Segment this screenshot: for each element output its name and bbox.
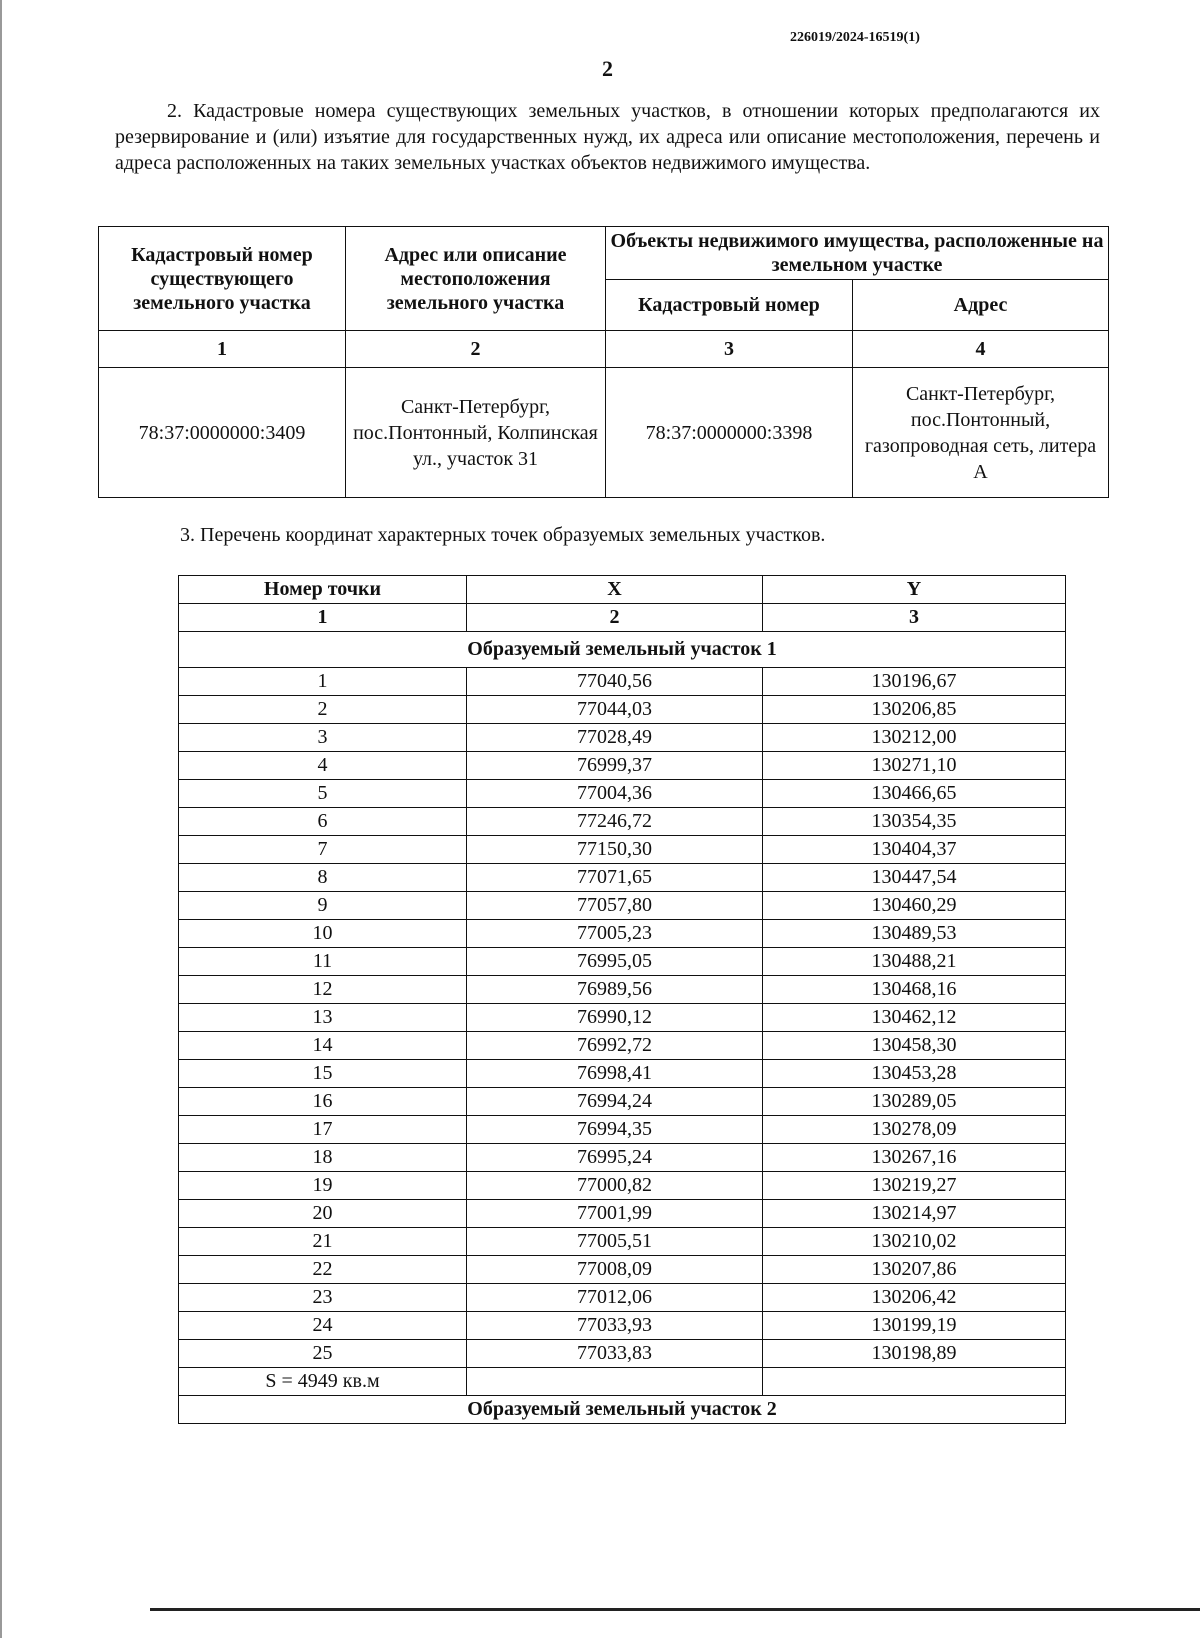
- page-number: 2: [602, 56, 613, 81]
- header-point-number: Номер точки: [179, 576, 467, 604]
- cell-x-value: 76992,72: [467, 1032, 763, 1060]
- cell-x-value: 76989,56: [467, 976, 763, 1004]
- cell-y-value: 130219,27: [763, 1172, 1066, 1200]
- table-row: [179, 696, 1066, 724]
- cell-y-value: 130210,02: [763, 1228, 1066, 1256]
- cell-x-value: 77033,93: [467, 1312, 763, 1340]
- table-row: [179, 1200, 1066, 1228]
- header-address: Адрес или описание местоположения земельного участка: [346, 227, 606, 331]
- cell-y-value: 130278,09: [763, 1116, 1066, 1144]
- cell-point-number: 6: [179, 808, 467, 836]
- table-row: [179, 724, 1066, 752]
- cell-point-number: 2: [179, 696, 467, 724]
- cell-point-number: 25: [179, 1340, 467, 1368]
- table-row: [179, 1116, 1066, 1144]
- cell-x-value: 77028,49: [467, 724, 763, 752]
- cell-point-number: 7: [179, 836, 467, 864]
- cell-y-value: 130458,30: [763, 1032, 1066, 1060]
- document-number: 226019/2024-16519(1): [790, 30, 920, 45]
- table-row: [179, 780, 1066, 808]
- cell-obj-address: Санкт-Петербург, пос.Понтонный, газопроводная сеть, литера А: [853, 368, 1109, 498]
- cell-y-value: 130462,12: [763, 1004, 1066, 1032]
- cell-y-value: 130212,00: [763, 724, 1066, 752]
- cell-cadastral: 78:37:0000000:3409: [99, 368, 346, 498]
- cell-y-value: 130207,86: [763, 1256, 1066, 1284]
- header-x: X: [467, 576, 763, 604]
- empty-cell: [763, 1368, 1066, 1396]
- cell-point-number: 13: [179, 1004, 467, 1032]
- cell-point-number: 17: [179, 1116, 467, 1144]
- table-row: [179, 1004, 1066, 1032]
- cadastral-table: [98, 226, 1109, 498]
- table-row: [179, 808, 1066, 836]
- cell-point-number: 11: [179, 948, 467, 976]
- section-2-text: 2. Кадастровые номера существующих земельных участков, в отношении которых предполагаются их резервирование и (или) изъятие для государственных нужд, их адреса или описание местоположения, перечень и адреса расположенных на таких земельных участках объектов недвижимого имущества.: [115, 100, 1100, 174]
- cell-x-value: 76990,12: [467, 1004, 763, 1032]
- cell-x-value: 77044,03: [467, 696, 763, 724]
- header-objects: Объекты недвижимого имущества, расположенные на земельном участке: [606, 227, 1109, 280]
- col-number: 3: [763, 604, 1066, 632]
- table-row: [179, 1060, 1066, 1088]
- cell-y-value: 130489,53: [763, 920, 1066, 948]
- cell-y-value: 130447,54: [763, 864, 1066, 892]
- cell-y-value: 130271,10: [763, 752, 1066, 780]
- cell-x-value: 77150,30: [467, 836, 763, 864]
- cell-address: Санкт-Петербург, пос.Понтонный, Колпинская ул., участок 31: [346, 368, 606, 498]
- col-number: 4: [853, 331, 1109, 368]
- col-number: 2: [346, 331, 606, 368]
- cell-x-value: 77012,06: [467, 1284, 763, 1312]
- table-row: [179, 892, 1066, 920]
- plot-1-title: Образуемый земельный участок 1: [179, 632, 1066, 668]
- scan-edge-bottom: [150, 1608, 1200, 1611]
- table-row: [179, 920, 1066, 948]
- table-row: [179, 752, 1066, 780]
- col-number: 1: [179, 604, 467, 632]
- cell-x-value: 76995,24: [467, 1144, 763, 1172]
- cell-x-value: 77008,09: [467, 1256, 763, 1284]
- cell-y-value: 130206,42: [763, 1284, 1066, 1312]
- table-row: [179, 1340, 1066, 1368]
- cell-x-value: 77057,80: [467, 892, 763, 920]
- table-row: [179, 1284, 1066, 1312]
- col-number: 1: [99, 331, 346, 368]
- table-row: [179, 1088, 1066, 1116]
- cell-point-number: 22: [179, 1256, 467, 1284]
- cell-y-value: 130267,16: [763, 1144, 1066, 1172]
- col-number: 2: [467, 604, 763, 632]
- cell-point-number: 12: [179, 976, 467, 1004]
- cell-point-number: 19: [179, 1172, 467, 1200]
- cell-y-value: 130468,16: [763, 976, 1066, 1004]
- area-value: S = 4949 кв.м: [179, 1368, 467, 1396]
- table-row: [179, 864, 1066, 892]
- table-row: [179, 1228, 1066, 1256]
- header-obj-cadastral: Кадастровый номер: [606, 280, 853, 331]
- coordinates-table: [178, 575, 1066, 1424]
- cell-x-value: 77033,83: [467, 1340, 763, 1368]
- cell-point-number: 3: [179, 724, 467, 752]
- cell-y-value: 130196,67: [763, 668, 1066, 696]
- cell-point-number: 16: [179, 1088, 467, 1116]
- header-obj-address: Адрес: [853, 280, 1109, 331]
- header-cadastral: Кадастровый номер существующего земельного участка: [99, 227, 346, 331]
- table-row: [179, 1144, 1066, 1172]
- cell-x-value: 76994,35: [467, 1116, 763, 1144]
- cell-point-number: 18: [179, 1144, 467, 1172]
- cell-point-number: 5: [179, 780, 467, 808]
- header-y: Y: [763, 576, 1066, 604]
- cell-x-value: 77005,23: [467, 920, 763, 948]
- cell-y-value: 130354,35: [763, 808, 1066, 836]
- cell-x-value: 77001,99: [467, 1200, 763, 1228]
- cell-y-value: 130453,28: [763, 1060, 1066, 1088]
- cell-point-number: 4: [179, 752, 467, 780]
- cell-point-number: 24: [179, 1312, 467, 1340]
- table-row: [179, 948, 1066, 976]
- cell-y-value: 130199,19: [763, 1312, 1066, 1340]
- cell-x-value: 76999,37: [467, 752, 763, 780]
- table-row: [179, 836, 1066, 864]
- table-row: [179, 1172, 1066, 1200]
- table-row: [179, 1312, 1066, 1340]
- cell-x-value: 77000,82: [467, 1172, 763, 1200]
- cell-x-value: 77040,56: [467, 668, 763, 696]
- cell-y-value: 130404,37: [763, 836, 1066, 864]
- cell-y-value: 130198,89: [763, 1340, 1066, 1368]
- cell-y-value: 130214,97: [763, 1200, 1066, 1228]
- cell-y-value: 130289,05: [763, 1088, 1066, 1116]
- cell-y-value: 130488,21: [763, 948, 1066, 976]
- cell-point-number: 14: [179, 1032, 467, 1060]
- cell-y-value: 130460,29: [763, 892, 1066, 920]
- table-row: [179, 1256, 1066, 1284]
- cell-x-value: 77004,36: [467, 780, 763, 808]
- cell-x-value: 76994,24: [467, 1088, 763, 1116]
- cell-x-value: 76995,05: [467, 948, 763, 976]
- cell-x-value: 77071,65: [467, 864, 763, 892]
- cell-point-number: 23: [179, 1284, 467, 1312]
- col-number: 3: [606, 331, 853, 368]
- cell-y-value: 130206,85: [763, 696, 1066, 724]
- scan-edge: [0, 0, 2, 1638]
- table-row: [179, 668, 1066, 696]
- cell-obj-cadastral: 78:37:0000000:3398: [606, 368, 853, 498]
- cell-y-value: 130466,65: [763, 780, 1066, 808]
- cell-point-number: 8: [179, 864, 467, 892]
- cell-point-number: 1: [179, 668, 467, 696]
- cell-x-value: 77246,72: [467, 808, 763, 836]
- cell-x-value: 76998,41: [467, 1060, 763, 1088]
- cell-x-value: 77005,51: [467, 1228, 763, 1256]
- empty-cell: [467, 1368, 763, 1396]
- cell-point-number: 9: [179, 892, 467, 920]
- cell-point-number: 21: [179, 1228, 467, 1256]
- cell-point-number: 15: [179, 1060, 467, 1088]
- plot-2-title: Образуемый земельный участок 2: [179, 1396, 1066, 1424]
- table-row: [179, 1032, 1066, 1060]
- table-row: [179, 976, 1066, 1004]
- section-3-title: 3. Перечень координат характерных точек образуемых земельных участков.: [180, 524, 826, 546]
- cell-point-number: 20: [179, 1200, 467, 1228]
- cell-point-number: 10: [179, 920, 467, 948]
